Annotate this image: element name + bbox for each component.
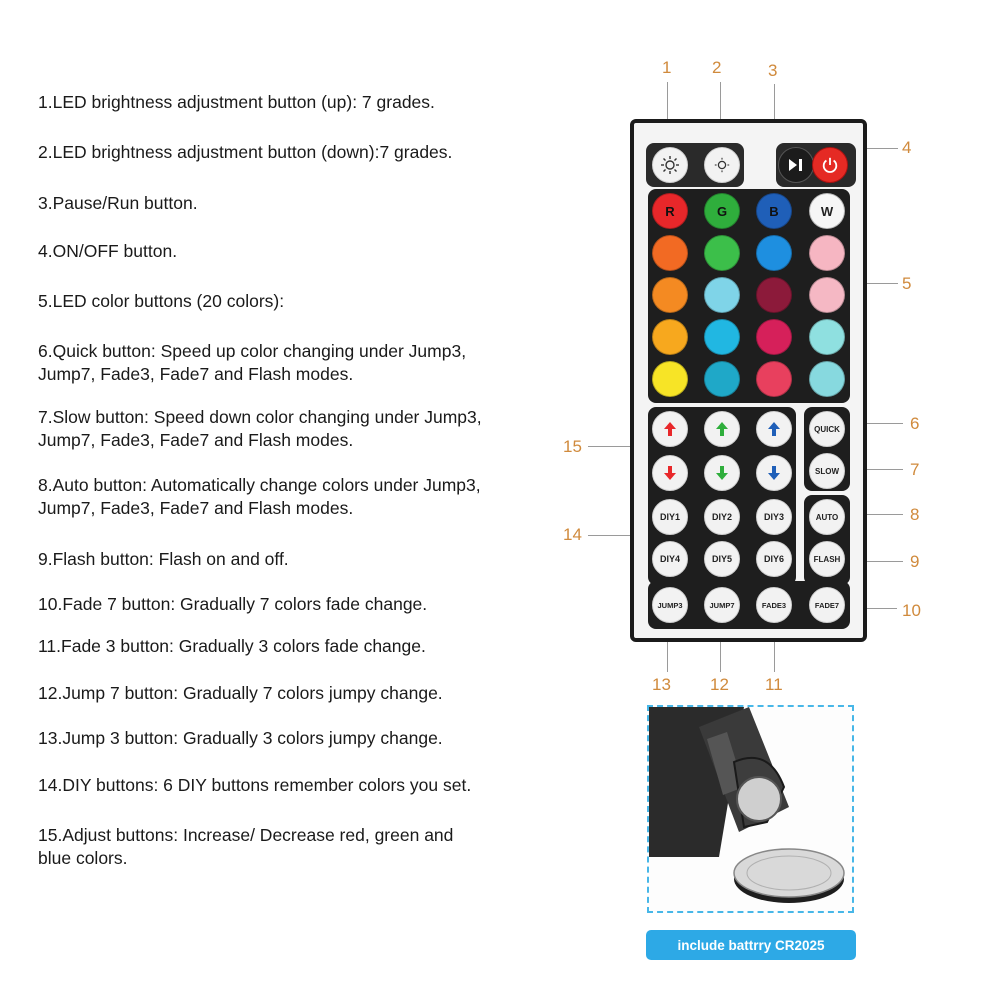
- callout-9: 9: [910, 552, 920, 571]
- red-up-button[interactable]: [652, 411, 688, 447]
- desc-15: 15.Adjust buttons: Increase/ Decrease red, green and blue colors.: [38, 825, 454, 868]
- slow-button[interactable]: SLOW: [809, 453, 845, 489]
- diy3-button[interactable]: DIY3: [756, 499, 792, 535]
- battery-illustration: [647, 705, 854, 913]
- color-button-r5c2[interactable]: [704, 361, 740, 397]
- power-icon: [821, 156, 839, 174]
- blue-up-arrow-icon: [767, 421, 781, 437]
- color-button-r4c4[interactable]: [809, 319, 845, 355]
- battery-tray-image: [649, 707, 852, 911]
- fade7-button[interactable]: FADE7: [809, 587, 845, 623]
- brightness-down-button[interactable]: [704, 147, 740, 183]
- color-button-b[interactable]: B: [756, 193, 792, 229]
- desc-13: 13.Jump 3 button: Gradually 3 colors jumpy change.: [38, 728, 443, 748]
- color-button-r3c2[interactable]: [704, 277, 740, 313]
- callout-4: 4: [902, 138, 912, 157]
- color-button-r3c4[interactable]: [809, 277, 845, 313]
- red-down-arrow-icon: [663, 465, 677, 481]
- color-button-r4c1[interactable]: [652, 319, 688, 355]
- desc-6: 6.Quick button: Speed up color changing under Jump3, Jump7, Fade3, Fade7 and Flash modes.: [38, 341, 467, 384]
- desc-9: 9.Flash button: Flash on and off.: [38, 549, 289, 569]
- flash-button[interactable]: FLASH: [809, 541, 845, 577]
- green-down-button[interactable]: [704, 455, 740, 491]
- diy2-button[interactable]: DIY2: [704, 499, 740, 535]
- callout-11: 11: [765, 675, 783, 694]
- power-button[interactable]: [812, 147, 848, 183]
- sun-icon: [660, 155, 680, 175]
- fade3-button[interactable]: FADE3: [756, 587, 792, 623]
- battery-label: include battrry CR2025: [646, 930, 856, 960]
- callout-12: 12: [710, 675, 729, 694]
- callout-13: 13: [652, 675, 671, 694]
- desc-3: 3.Pause/Run button.: [38, 193, 198, 213]
- desc-5: 5.LED color buttons (20 colors):: [38, 291, 285, 311]
- sun-dim-icon: [713, 156, 731, 174]
- green-up-button[interactable]: [704, 411, 740, 447]
- color-button-r2c4[interactable]: [809, 235, 845, 271]
- blue-up-button[interactable]: [756, 411, 792, 447]
- desc-8: 8.Auto button: Automatically change colors under Jump3, Jump7, Fade3, Fade7 and Flash modes.: [38, 475, 481, 518]
- desc-10: 10.Fade 7 button: Gradually 7 colors fade change.: [38, 594, 428, 614]
- callout-3: 3: [768, 61, 778, 80]
- blue-down-arrow-icon: [767, 465, 781, 481]
- desc-1: 1.LED brightness adjustment button (up): 7 grades.: [38, 92, 435, 112]
- jump3-button[interactable]: JUMP3: [652, 587, 688, 623]
- desc-14: 14.DIY buttons: 6 DIY buttons remember colors you set.: [38, 775, 472, 795]
- blue-down-button[interactable]: [756, 455, 792, 491]
- auto-button[interactable]: AUTO: [809, 499, 845, 535]
- color-button-r4c2[interactable]: [704, 319, 740, 355]
- color-button-r2c3[interactable]: [756, 235, 792, 271]
- desc-11: 11.Fade 3 button: Gradually 3 colors fade change.: [38, 636, 426, 656]
- color-button-r[interactable]: R: [652, 193, 688, 229]
- diy6-button[interactable]: DIY6: [756, 541, 792, 577]
- red-up-arrow-icon: [663, 421, 677, 437]
- color-button-r5c3[interactable]: [756, 361, 792, 397]
- jump7-button[interactable]: JUMP7: [704, 587, 740, 623]
- color-button-g[interactable]: G: [704, 193, 740, 229]
- callout-10: 10: [902, 601, 921, 620]
- color-button-w[interactable]: W: [809, 193, 845, 229]
- callout-15: 15: [563, 437, 582, 456]
- callout-1: 1: [662, 58, 672, 77]
- diy4-button[interactable]: DIY4: [652, 541, 688, 577]
- callout-2: 2: [712, 58, 722, 77]
- color-button-r5c4[interactable]: [809, 361, 845, 397]
- color-button-r3c1[interactable]: [652, 277, 688, 313]
- remote-control: [630, 119, 867, 642]
- pause-run-button[interactable]: [778, 147, 814, 183]
- callout-6: 6: [910, 414, 920, 433]
- brightness-up-button[interactable]: [652, 147, 688, 183]
- quick-button[interactable]: QUICK: [809, 411, 845, 447]
- desc-7: 7.Slow button: Speed down color changing under Jump3, Jump7, Fade3, Fade7 and Flash modes.: [38, 407, 482, 450]
- color-button-r5c1[interactable]: [652, 361, 688, 397]
- desc-2: 2.LED brightness adjustment button (down):7 grades.: [38, 142, 453, 162]
- play-pause-icon: [787, 157, 805, 173]
- callout-14: 14: [563, 525, 582, 544]
- green-down-arrow-icon: [715, 465, 729, 481]
- color-button-r2c2[interactable]: [704, 235, 740, 271]
- green-up-arrow-icon: [715, 421, 729, 437]
- diy5-button[interactable]: DIY5: [704, 541, 740, 577]
- diy1-button[interactable]: DIY1: [652, 499, 688, 535]
- color-button-r2c1[interactable]: [652, 235, 688, 271]
- color-button-r4c3[interactable]: [756, 319, 792, 355]
- red-down-button[interactable]: [652, 455, 688, 491]
- color-button-r3c3[interactable]: [756, 277, 792, 313]
- callout-7: 7: [910, 460, 920, 479]
- callout-8: 8: [910, 505, 920, 524]
- desc-12: 12.Jump 7 button: Gradually 7 colors jumpy change.: [38, 683, 443, 703]
- callout-5: 5: [902, 274, 912, 293]
- desc-4: 4.ON/OFF button.: [38, 241, 178, 261]
